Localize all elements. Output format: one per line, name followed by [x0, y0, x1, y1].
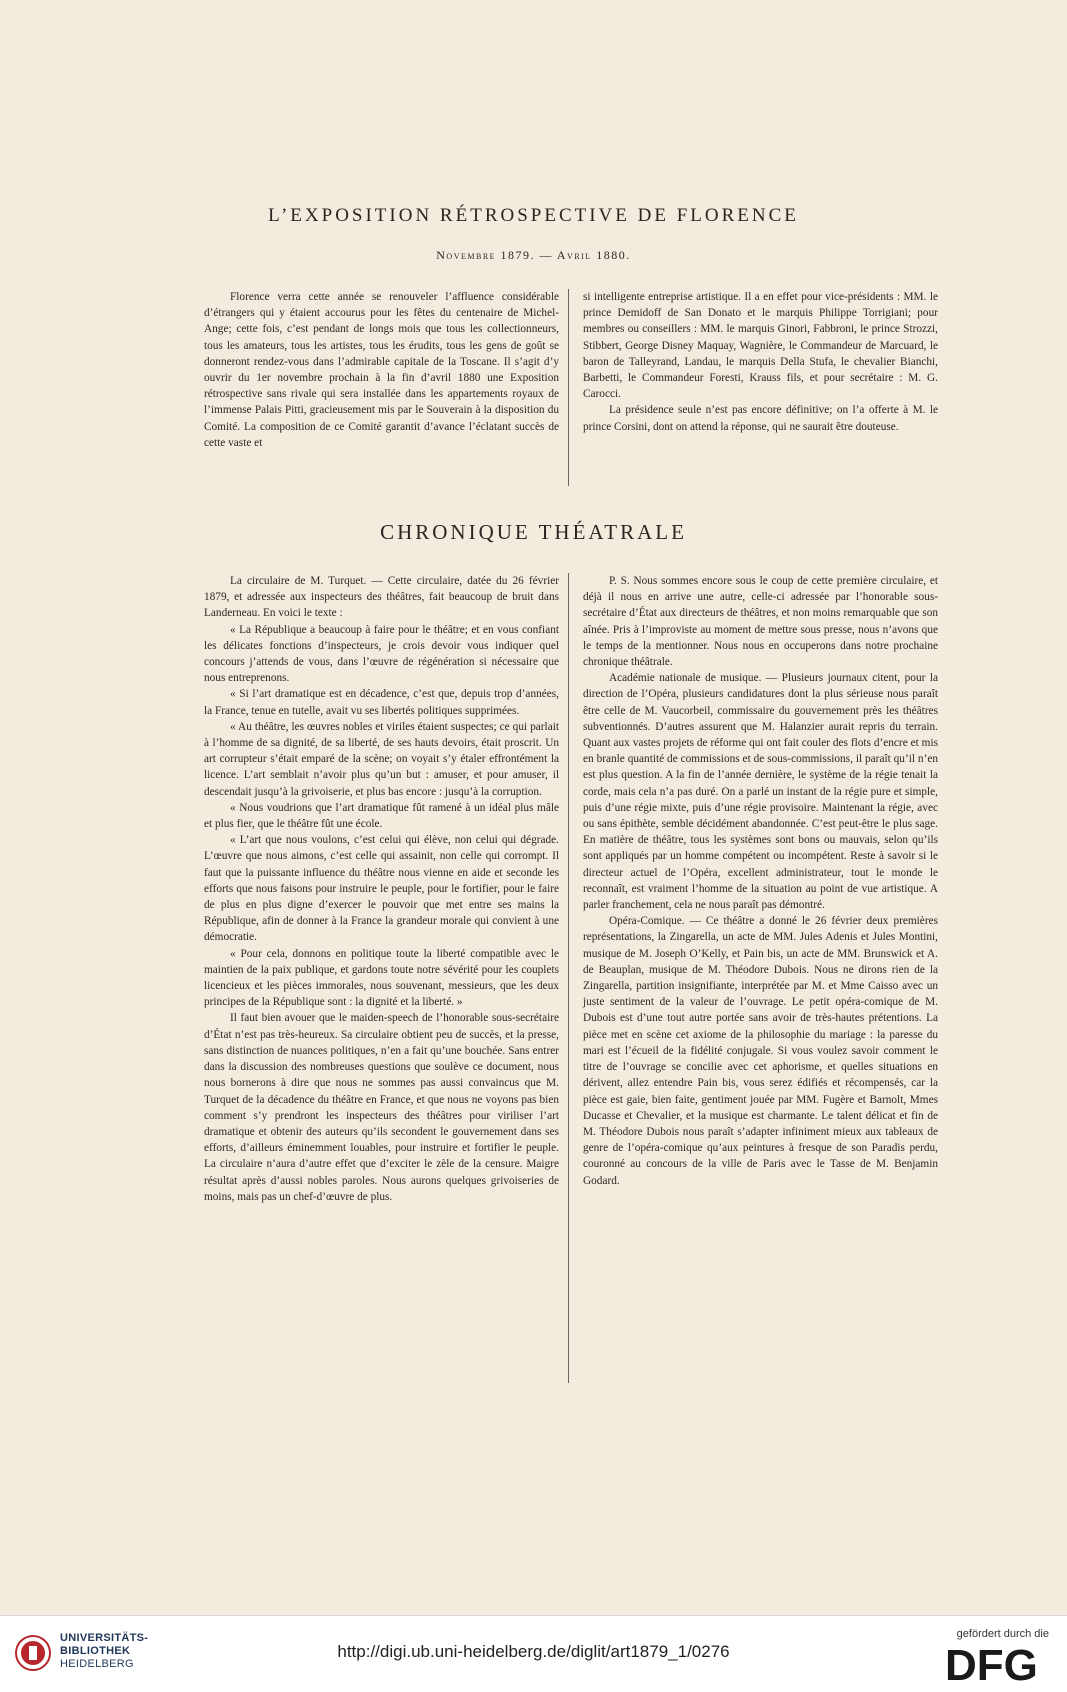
paragraph: Il faut bien avouer que le maiden-speech de l’honorable sous-secrétaire d’État n’est pas très-heureux. Sa circulaire obtient peu de succès, et la presse, sans distinction de nuances politiques, n’en a fait qu’une bouchée. Sans entrer dans la discussion des nombreuses questions que soulève ce document, nous nous bornerons à dire que nous ne sommes pas aussi convaincus que M. Turquet de la décadence du théâtre en France, et que nous ne voyons pas bien comment s’y prendront les inspecteurs des théâtres pour viriliser l’art dramatique et obtenir des auteurs qu’ils secondent le gouvernement dans ses efforts, d’ailleurs éminemment louables, pour instruire et fortifier le peuple. La circulaire n’aura d’autre effet que d’exciter le zèle de la censure. Maigre résultat après d’aussi nobles paroles. Nous aurons quelques grivoiseries de moins, mais pas un chef-d’œuvre de plus. — [204, 1012, 559, 1203]
paragraph: « Au théâtre, les œuvres nobles et viriles étaient suspectes; ce qui parlait à l’homme de sa dignité, de sa liberté, de ses hauts devoirs, était proscrit. Un art corrupteur s’était emparé de la scène; on voyait s’y étaler effrontément la licence. L’art semblait n’avoir plus qu’un but : amuser, et pour amuser, il descendait jusqu’à la grivoiserie, et plus bas encore : jusqu’à la corruption. — [204, 720, 559, 798]
library-name-line: BIBLIOTHEK — [60, 1645, 131, 1657]
exposition-column-left — [204, 289, 559, 451]
column-divider — [568, 289, 569, 486]
column-divider — [568, 573, 569, 1383]
paragraph: P. S. Nous sommes encore sous le coup de cette première circulaire, et déjà il nous en arrive une autre, celle-ci adressée par l’honorable sous-secrétaire d’État aux directeurs de théâtres, et non moins remarquable que son aînée. Pris à l’improviste au moment de mettre sous presse, nous n’avons que le temps de la mentionner. Nous nous en occuperons dans notre prochaine chronique théâtrale. — [583, 575, 938, 669]
article-title-exposition: L’EXPOSITION RÉTROSPECTIVE DE FLORENCE — [268, 205, 799, 226]
paragraph: « L’art que nous voulons, c’est celui qui élève, non celui qui dégrade. L’œuvre que nous aimons, c’est celle qui assainit, non celle qui corrompt. Il faut que la puissante influence du théâtre nous vienne en aide et seconde les efforts que nous faisons pour instruire le peuple, pour le fortifier, pour le faire de plus en plus digne d’exercer le pouvoir que met entre ses mains la République, afin de donner à la France la grandeur morale qui convient à une démocratie. — [204, 834, 559, 944]
svg-text:DFG: DFG — [945, 1642, 1038, 1684]
paragraph: Opéra-Comique. — Ce théâtre a donné le 26 février deux premières représentations, la Zingarella, un acte de MM. Jules Adenis et Jules Montini, musique de M. Joseph O’Kelly, et Pain bis, un acte de MM. Brunswick et A. de Beauplan, musique de M. Théodore Dubois. Nous ne dirons rien de la Zingarella, partition insignifiante, interprétée par M. et Mme Caisso avec un juste sentiment de la valeur de l’ouvrage. Le petit opéra-comique de M. Dubois est d’une tout autre portée sans avoir de très-hautes prétentions. La pièce met en scène cet axiome de la philosophie du mariage : la paresse du mari est l’écueil de la fidélité conjugale. Si vous voulez savoir comment le titre de l’ouvrage se concilie avec cet aphorisme, et quelles situations en dérivent, allez entendre Pain bis, vous serez édifiés et récompensés, car la pièce est gaie, bien faite, gentiment jouée par MM. Fugère et Barnolt, Mmes Ducasse et Chevalier, et la musique est charmante. Le talent délicat et fin de M. Théodore Dubois nous paraît s’adapter infiniment mieux aux tableaux de genre de l’opéra-comique qu’aux peintures à fresque de son Paradis perdu, couronné au concours de la ville de Paris avec le Tasse de M. Benjamin Godard. — [583, 915, 938, 1187]
paragraph: Académie nationale de musique. — Plusieurs journaux citent, pour la direction de l’Opéra, plusieurs candidatures dont la plus sérieuse nous paraît être celle de M. Vaucorbeil, commissaire du gouvernement près les théâtres subventionnés. D’autres assurent que M. Halanzier aurait repris du terrain. Quant aux vastes projets de réforme qui ont fait couler des flots d’encre et mis en branle quantité de commissions et de sous-commissions, il paraît qu’il n’en est plus question. A la fin de l’année dernière, le système de la régie tenait la corde, mais cela n’a pas duré. On a parlé un instant de la régie pure et simple, puis d’une régie mixte, puis d’une régie provisoire. Maintenant la régie, avec ou sans épithète, semble décidément abandonnée. C’est peut-être le plus sage. En matière de théâtre, tous les systèmes sont bons ou mauvais, selon qu’ils sont appliqués par un homme compétent ou incompétent. Reste à savoir si le directeur actuel de l’Opéra, excellent administrateur, tout le monde le reconnaît, est vraiment l’homme de la situation au point de vue artistique. A parler franchement, cela ne nous paraît pas démontré. — [583, 672, 938, 912]
paragraph: « Si l’art dramatique est en décadence, c’est que, depuis trop d’années, la France, tenue en tutelle, avait vu ses libertés politiques supprimées. — [204, 688, 559, 717]
exposition-column-right — [583, 289, 938, 435]
paragraph: Florence verra cette année se renouveler l’affluence considérable d’étrangers qui y étaient accourus pour les fêtes du centenaire de Michel-Ange; cette fois, c’est pendant de longs mois que tous les collectionneurs, tous les amateurs, tous les artistes, tous les érudits, tous les gens de goût se donneront rendez-vous dans l’admirable capitale de la Toscane. Il s’agit d’y ouvrir du 1er novembre prochain à la fin d’avril 1880 une Exposition rétrospective sans rivale qui sera installée dans les appartements royaux de l’immense Palais Pitti, gracieusement mis par le Souverain à la disposition du Comité. La composition de ce Comité garantit d’avance l’éclatant succès de cette vaste et — [204, 291, 559, 449]
article-dates: Novembre 1879. — Avril 1880. — [436, 248, 631, 262]
library-name-line: HEIDELBERG — [60, 1658, 134, 1670]
funding-label: gefördert durch die — [956, 1628, 1049, 1640]
viewer-footer — [0, 1615, 1067, 1692]
paragraph: « La République a beaucoup à faire pour le théâtre; et en vous confiant les délicates fonctions d’inspecteurs, je crois devoir vous indiquer quel concours j’attends de vous, dans l’œuvre de régénération si nécessaire que nous entreprenons. — [204, 623, 559, 685]
paragraph: si intelligente entreprise artistique. Il a en effet pour vice-présidents : MM. le prince Demidoff de San Donato et le marquis Philippe Torrigiani; pour membres ou conseillers : MM. le marquis Ginori, Fabbroni, le prince Strozzi, Stibbert, George Disney Maquay, Wagnière, le Commandeur de Marcuard, le baron de Talleyrand, Landau, le marquis Della Stufa, le chevalier Bianchi, Barbetti, le Commandeur Foresti, Krauss fils, et pour secrétaire : M. G. Carocci. — [583, 291, 938, 401]
article-title-chronique: CHRONIQUE THÉATRALE — [380, 520, 687, 544]
paragraph: La circulaire de M. Turquet. — Cette circulaire, datée du 26 février 1879, et adressée aux inspecteurs des théâtres, fait beaucoup de bruit dans Landerneau. En voici le texte : — [204, 575, 559, 620]
library-name-line: UNIVERSITÄTS- — [60, 1632, 149, 1644]
chronique-column-right — [583, 573, 938, 1189]
paragraph: « Nous voudrions que l’art dramatique fût ramené à un idéal plus mâle et plus fier, que le théâtre fût une école. — [204, 801, 559, 831]
paragraph: « Pour cela, donnons en politique toute la liberté compatible avec le maintien de la paix publique, et gardons toute notre sévérité pour les couplets licencieux et les pièces immorales, nous souvenant, messieurs, que les deux principes de la République sont : la dignité et la liberté. » — [204, 947, 559, 1009]
chronique-column-left — [204, 573, 559, 1205]
paragraph: La présidence seule n’est pas encore définitive; on l’a offerte à M. le prince Corsini, dont on attend la réponse, qui ne saurait être douteuse. — [583, 404, 938, 433]
permalink-url[interactable]: http://digi.ub.uni-heidelberg.de/diglit/art1879_1/0276 — [337, 1642, 730, 1661]
dfg-logo-icon — [945, 1642, 1049, 1684]
